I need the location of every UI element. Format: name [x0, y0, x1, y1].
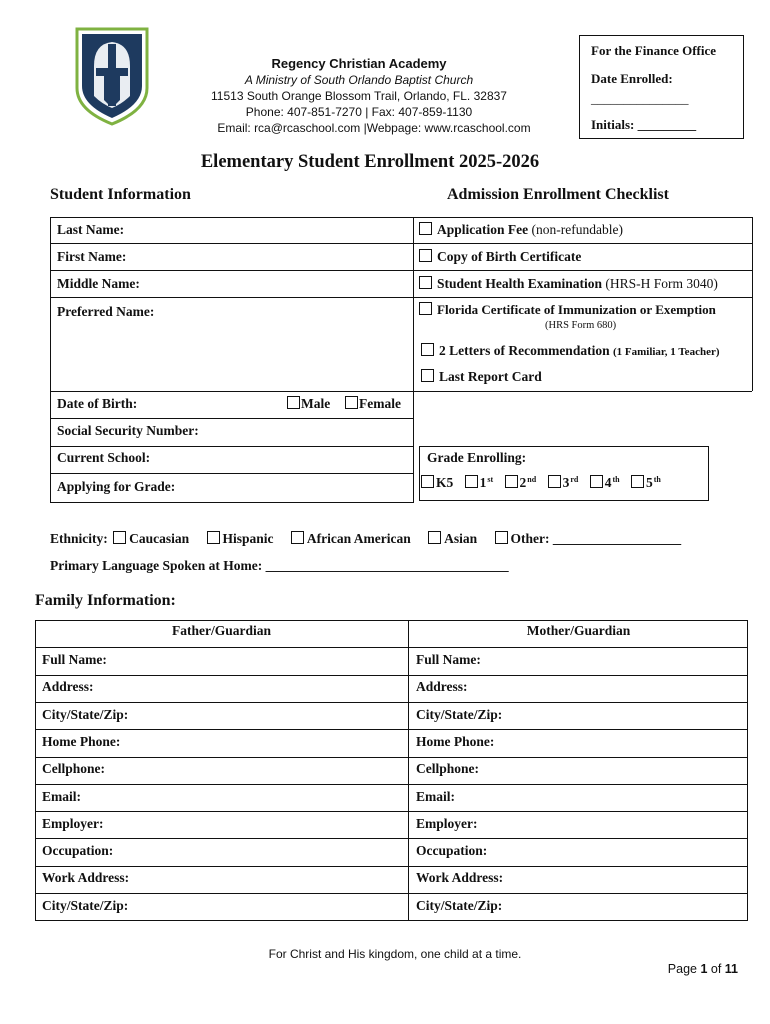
grade-3-label: 3 — [562, 475, 570, 490]
ministry-line: A Ministry of South Orlando Baptist Church — [244, 73, 474, 87]
grade-1-suffix: st — [487, 475, 494, 484]
school-logo — [74, 26, 150, 126]
father-full-name[interactable]: Full Name: — [42, 652, 107, 667]
health-exam-label: Student Health Examination — [437, 276, 603, 291]
checklist-birth-cert[interactable] — [419, 249, 581, 265]
checkbox-icon — [465, 475, 478, 488]
father-occupation[interactable]: Occupation: — [42, 843, 114, 858]
finance-office-box — [579, 35, 744, 139]
student-info-heading: Student Information — [50, 186, 191, 203]
checklist-immunization[interactable] — [419, 302, 716, 318]
page-current: 1 — [700, 962, 708, 976]
mother-address[interactable]: Address: — [416, 679, 468, 694]
report-card-label: Last Report Card — [439, 369, 542, 384]
asian-label: Asian — [444, 531, 478, 546]
father-work-address[interactable]: Work Address: — [42, 870, 130, 885]
father-employer[interactable]: Employer: — [42, 816, 104, 831]
checkbox-icon — [419, 222, 432, 235]
page-prefix: Page — [667, 962, 701, 976]
checklist-report-card[interactable] — [421, 369, 542, 385]
date-enrolled-blank[interactable]: _______________ — [591, 91, 689, 106]
checkbox-icon — [419, 249, 432, 262]
immunization-label: Florida Certificate of Immunization or Exemption — [437, 302, 716, 317]
ethnicity-row — [50, 531, 681, 547]
footer-motto: For Christ and His kingdom, one child at a time. — [268, 947, 522, 961]
male-label: Male — [301, 396, 331, 411]
female-checkbox[interactable] — [345, 396, 401, 412]
mother-city-state-zip[interactable]: City/State/Zip: — [416, 707, 503, 722]
mother-header: Mother/Guardian — [526, 623, 631, 638]
school-address: 11513 South Orange Blossom Trail, Orlando, FL. 32837 — [211, 89, 507, 103]
hispanic-label: Hispanic — [222, 531, 274, 546]
grade-k5-label: K5 — [436, 475, 454, 490]
checkbox-icon — [421, 343, 434, 356]
father-header: Father/Guardian — [171, 623, 271, 638]
ethnicity-caucasian[interactable] — [111, 531, 189, 546]
grade-options — [421, 475, 661, 491]
checkbox-icon — [419, 302, 432, 315]
ssn-field[interactable]: Social Security Number: — [57, 423, 199, 438]
page-of: of — [707, 962, 725, 976]
checkbox-icon — [421, 369, 434, 382]
ethnicity-label: Ethnicity: — [50, 531, 108, 546]
immunization-note: (HRS Form 680) — [545, 320, 617, 331]
grade-2-suffix: nd — [527, 475, 537, 484]
applying-grade-field[interactable]: Applying for Grade: — [57, 479, 176, 494]
grade-option-2nd[interactable] — [505, 475, 537, 490]
grade-option-5th[interactable] — [631, 475, 661, 490]
school-name: Regency Christian Academy — [271, 56, 447, 71]
checkbox-icon — [590, 475, 603, 488]
checkbox-icon — [548, 475, 561, 488]
checkbox-icon — [505, 475, 518, 488]
grade-4-label: 4 — [604, 475, 612, 490]
grade-option-1st[interactable] — [465, 475, 494, 490]
last-name-field[interactable]: Last Name: — [57, 222, 125, 237]
male-checkbox[interactable] — [287, 396, 330, 412]
checkbox-icon — [631, 475, 644, 488]
current-school-field[interactable]: Current School: — [57, 450, 151, 465]
checkbox-icon — [421, 475, 434, 488]
finance-title: For the Finance Office — [591, 43, 717, 58]
checkbox-icon — [428, 531, 441, 544]
mother-home-phone[interactable]: Home Phone: — [416, 734, 495, 749]
grade-option-4th[interactable] — [590, 475, 620, 490]
father-work-city-state-zip[interactable]: City/State/Zip: — [42, 898, 129, 913]
african-american-label: African American — [306, 531, 411, 546]
father-home-phone[interactable]: Home Phone: — [42, 734, 121, 749]
father-email[interactable]: Email: — [42, 789, 81, 804]
checklist-heading: Admission Enrollment Checklist — [447, 186, 669, 203]
checkbox-icon — [495, 531, 508, 544]
health-exam-note: (HRS-H Form 3040) — [605, 276, 718, 291]
grade-5-label: 5 — [645, 475, 653, 490]
first-name-field[interactable]: First Name: — [57, 249, 127, 264]
letters-label: 2 Letters of Recommendation — [439, 343, 610, 358]
page-total: 11 — [724, 962, 738, 976]
grade-option-3rd[interactable] — [548, 475, 579, 490]
mother-full-name[interactable]: Full Name: — [416, 652, 481, 667]
mother-occupation[interactable]: Occupation: — [416, 843, 488, 858]
ethnicity-african-american[interactable] — [291, 531, 411, 546]
grade-enrolling-box — [419, 446, 709, 501]
app-fee-note: (non-refundable) — [531, 222, 623, 237]
checkbox-icon — [345, 396, 358, 409]
other-label: Other: ___________________ — [510, 531, 682, 546]
phone-fax: Phone: 407-851-7270 | Fax: 407-859-1130 — [245, 105, 473, 119]
grade-1-label: 1 — [479, 475, 487, 490]
father-address[interactable]: Address: — [42, 679, 94, 694]
checkbox-icon — [291, 531, 304, 544]
checkbox-icon — [207, 531, 220, 544]
checklist-health-exam[interactable] — [419, 276, 718, 292]
checkbox-icon — [419, 276, 432, 289]
grade-3-suffix: rd — [570, 475, 579, 484]
grade-enrolling-heading: Grade Enrolling: — [427, 450, 527, 465]
initials-field[interactable]: Initials: _________ — [591, 117, 697, 132]
mother-email[interactable]: Email: — [416, 789, 455, 804]
grade-5-suffix: th — [653, 475, 661, 484]
grade-2-label: 2 — [519, 475, 527, 490]
checklist-letters[interactable] — [421, 343, 720, 359]
primary-language-field[interactable]: Primary Language Spoken at Home: ____________________________________ — [50, 558, 509, 573]
middle-name-field[interactable]: Middle Name: — [57, 276, 140, 291]
female-label: Female — [359, 396, 401, 411]
family-info-heading: Family Information: — [35, 592, 176, 609]
mother-work-address[interactable]: Work Address: — [416, 870, 504, 885]
mother-work-city-state-zip[interactable]: City/State/Zip: — [416, 898, 503, 913]
ethnicity-hispanic[interactable] — [207, 531, 274, 546]
page-title: Elementary Student Enrollment 2025-2026 — [200, 152, 540, 172]
father-city-state-zip[interactable]: City/State/Zip: — [42, 707, 129, 722]
dob-field[interactable]: Date of Birth: — [57, 396, 138, 411]
letters-note: (1 Familiar, 1 Teacher) — [612, 346, 720, 358]
ethnicity-asian[interactable] — [428, 531, 477, 546]
checkbox-icon — [287, 396, 300, 409]
app-fee-label: Application Fee — [437, 222, 529, 237]
birth-cert-label: Copy of Birth Certificate — [437, 249, 582, 264]
date-enrolled-label: Date Enrolled: — [591, 71, 673, 86]
ethnicity-other[interactable] — [495, 531, 682, 546]
page-number — [600, 962, 738, 976]
grade-option-k5[interactable] — [421, 475, 453, 490]
preferred-name-field[interactable]: Preferred Name: — [57, 304, 155, 319]
mother-employer[interactable]: Employer: — [416, 816, 478, 831]
email-web: Email: rca@rcaschool.com |Webpage: www.rcaschool.com — [217, 121, 531, 135]
checkbox-icon — [113, 531, 126, 544]
checklist-app-fee[interactable] — [419, 222, 623, 238]
mother-cellphone[interactable]: Cellphone: — [416, 761, 480, 776]
caucasian-label: Caucasian — [129, 531, 190, 546]
family-table — [35, 620, 748, 921]
father-cellphone[interactable]: Cellphone: — [42, 761, 106, 776]
grade-4-suffix: th — [612, 475, 620, 484]
